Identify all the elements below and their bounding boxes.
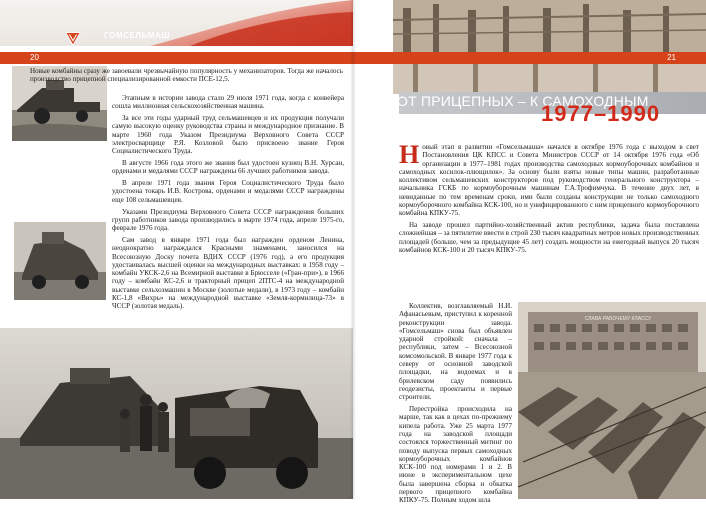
- left-header: [0, 0, 353, 46]
- gomselmash-logo-icon: [64, 29, 82, 47]
- right-text-main: [399, 140, 699, 258]
- left-paragraph-6: Указами Президиума Верховного Совета СССР награждения больших групп работников завода производились в марте 1974 года, апреле 1975-го, феврале 1976 года.: [112, 207, 344, 233]
- right-page-number: 21: [667, 53, 676, 62]
- left-page: [0, 0, 353, 499]
- right-paragraph-1-text: овый этап в развитии «Гомсельмаша» начался в октябре 1976 года с выходом в свет Постановления ЦК КПСС и Совета Министров СССР от 14 октября 1976 года «Об организации в 1977–1981 годах производства самоходных кормоуборочных комбайнов и самоходных косилок-плющилок». За основу были взяты новые типы машин, разработанные коллективом сельмашевских конструкторов под руководством генерального конструктора – начальника ГСКБ по кормоуборочным машинам Г.А.Трофимчука. В течение двух лет, в невиданные по тем временам сроки, ими были созданы конструкции не только самоходного кормоуборочного комбайна КСК-100, но и унифицированного с ним прицепного кормоуборочного комбайна КПКУ-75.: [399, 143, 699, 218]
- spread-gutter: [350, 0, 356, 499]
- workshop-photo: [393, 64, 706, 94]
- left-page-bar: [0, 52, 353, 64]
- left-paragraph-3: За все эти годы ударный труд сельмашевцев и их продукция получали самую высокую оценку руководства страны и международное признание. В марте 1960 года Указом Президиума Верховного Совета СССР электросварщице Р.Я. Козловой было присвоено звание Героя Социалистического Труда.: [112, 114, 344, 156]
- right-page: [353, 0, 706, 505]
- left-paragraph-7: Сам завод в январе 1971 года был награжден орденом Ленина, неоднократно награждался Красными знаменами, заносился на Всесоюзную Доску почета ВДНХ СССР (1976 год), а его продукция удостаивалась высшей оценки на международных выставках: в 1958 году – комбайн УКСК-2,6 на Всемирной выставке в Брюсселе («Гран-при»), в 1966 году – комбайн КС-2,6 и тракторный прицеп 2ПТС-4 на международной выставке сельхозмашин в Москве (золотые медали), в 1973 году – комбайн КС-1,8 «Вихрь» на международной выставке «Земля-кормилица-73» в ЧССР (золотая медаль).: [112, 235, 344, 311]
- building-sign: СЛАВА РАБОЧЕМУ КЛАССУ: [584, 316, 652, 322]
- dropcap: Н: [399, 140, 420, 169]
- right-paragraph-2: На заводе прошел партийно-хозяйственный актив республики, задача была поставлена сложнейшая – за пятилетие ввести в строй 230 тысяч квадратных метров новых производственных площадей (больше, чем за предыдущие 45 лет) создать мощности на ежегодный выпуск 20 тысяч комбайнов КСК-100 и 20 тысяч КПКУ-75.: [399, 221, 699, 255]
- header-swoosh: [150, 0, 353, 46]
- right-paragraph-3: Коллектив, возглавляемый Н.И. Афанасьевым, приступил к коренной реконструкции завода. «Гомсельмаш» снова был объявлен ударной стройкой: сначала – республики, затем – Всесоюзной комсомольской. В январе 1977 года к северу от основной заводской площадки, на водоемах и в брилевском саду появились геодезисты, проектанты и первые строители.: [399, 302, 512, 402]
- section-years: 1977–1990: [541, 101, 661, 126]
- left-paragraph-1: Новые комбайны сразу же завоевали чрезвычайную популярность у механизаторов. Тогда же началось производство прицепной специализированной емкости ПСЕ-12,5.: [30, 67, 343, 84]
- left-paragraph-5: В апреле 1971 года звания Героя Социалистического Труда было удостоена токарь И.В. Кострова, орденами и медалями СССР награждены еще 108 сельмашевцев.: [112, 179, 344, 204]
- left-text-mid: [112, 94, 344, 314]
- section-title: ОТ ПРИЦЕПНЫХ – К САМОХОДНЫМ: [397, 93, 649, 109]
- left-page-number: 20: [30, 53, 39, 62]
- left-paragraph-2: Этапным в истории завода стало 29 июля 1971 года, когда с конвейера сошла миллионная сельскохозяйственная машина.: [112, 94, 344, 111]
- right-paragraph-4: Перестройка происходила на марше, так как в цехах по-прежнему кипела работа. Уже 25 марта 1977 года на заводской площади состоялся торжественный митинг по поводу выпуска первых самоходных кормоуборочных комбайнов КСК-100 под номерами 1 и 2. В июне в экспериментальном цехе была завершена сборка и обкатка первого прицепного комбайна КПКУ-75. Полным ходом шла: [399, 405, 512, 505]
- left-text-intro: [30, 67, 343, 87]
- workers-trucks-photo: [0, 328, 353, 499]
- factory-header-photo: [393, 0, 706, 52]
- factory-building-photo: [518, 302, 706, 499]
- right-page-bar: [353, 52, 706, 64]
- harvester-machinery-photo: [14, 222, 106, 300]
- right-text-column: [399, 302, 512, 508]
- left-paragraph-4: В августе 1966 года этого же звания был удостоен кузнец В.Н. Хурсан, орденами и медалями СССР награждены 66 лучших работников завода.: [112, 159, 344, 176]
- right-paragraph-1: [399, 140, 699, 218]
- right-header-white: [353, 0, 393, 52]
- brand-label: ГОМСЕЛЬМАШ: [104, 31, 171, 40]
